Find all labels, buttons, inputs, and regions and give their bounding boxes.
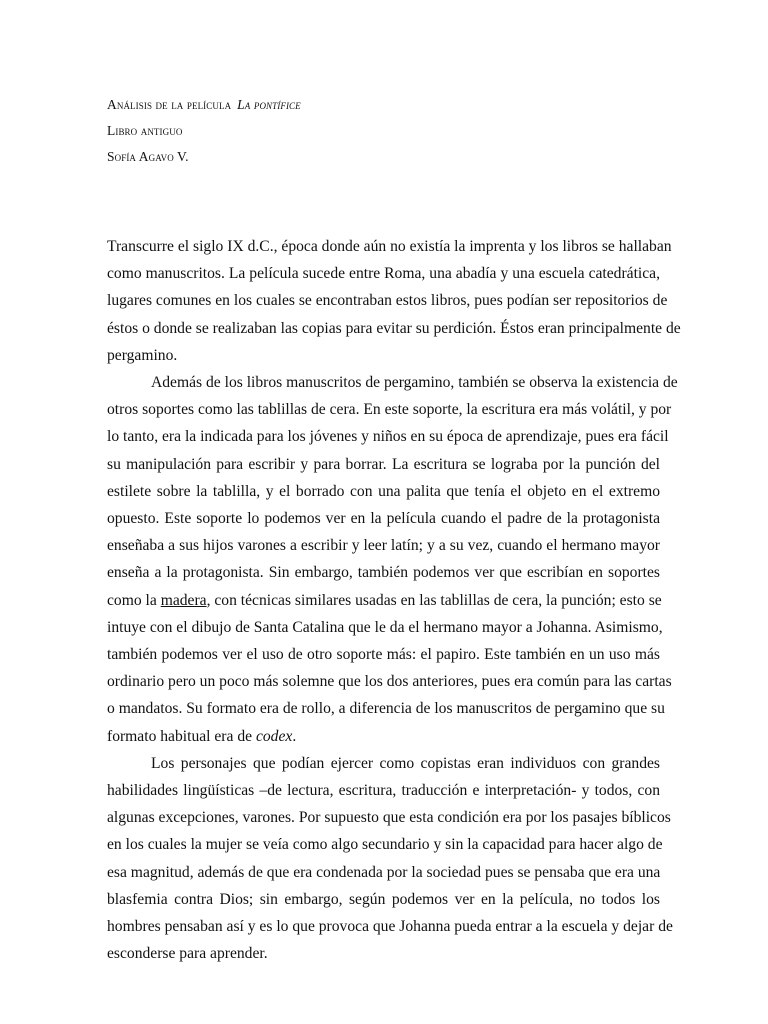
paragraph-2 — [107, 369, 678, 750]
paragraph-line: esconderse para aprender. — [107, 945, 268, 963]
line-text: formato habitual era de — [107, 727, 256, 745]
paragraph-line: éstos o donde se realizaban las copias para evitar su perdición. Éstos eran principalmente de — [107, 319, 681, 337]
paragraph-line: estilete sobre la tablilla, y el borrado con una palita que tenía el objeto en el extremo — [107, 482, 660, 500]
paragraph-line: también podemos ver el uso de otro soporte más: el papiro. Este también en un uso más — [107, 646, 660, 664]
paragraph-line: opuesto. Este soporte lo podemos ver en la película cuando el padre de la protagonista — [107, 510, 660, 528]
paragraph-line: su manipulación para escribir y para borrar. La escritura se lograba por la punción del — [107, 455, 660, 473]
paragraph-line: o mandatos. Su formato era de rollo, a diferencia de los manuscritos de pergamino que su — [107, 700, 665, 718]
paragraph-line: enseñaba a sus hijos varones a escribir y leer latín; y a su vez, cuando el hermano mayor — [107, 537, 660, 555]
underlined-word: madera — [160, 591, 207, 609]
paragraph-line: algunas excepciones, varones. Por supuesto que esta condición era por los pasajes bíblicos — [107, 809, 671, 827]
italic-word: codex — [255, 727, 293, 745]
paragraph-line: lugares comunes en los cuales se encontraban estos libros, pues podían ser repositorios de — [107, 292, 668, 310]
line-text: , con técnicas similares usadas en las tablillas de cera, la punción; esto se — [206, 591, 662, 609]
paragraph-line: Además de los libros manuscritos de pergamino, también se observa la existencia de — [151, 374, 678, 392]
header-film-title: La pontífice — [237, 97, 301, 112]
paragraph-line: hombres pensaban así y es lo que provoca que Johanna pueda entrar a la escuela y dejar de — [107, 918, 673, 936]
line-text: . — [292, 727, 297, 745]
paragraph-line: otros soportes como las tablillas de cera. En este soporte, la escritura era más volátil, y por — [107, 401, 672, 419]
paragraph-line: lo tanto, era la indicada para los jóvenes y niños en su época de aprendizaje, pues era fácil — [107, 428, 669, 446]
header-subject-line: Libro antiguo — [107, 123, 183, 138]
header-title-prefix: Análisis de la película — [107, 97, 232, 112]
paragraph-1 — [107, 233, 681, 369]
document-header — [107, 92, 667, 170]
header-title-line — [107, 92, 667, 118]
paragraph-line: pergamino. — [107, 346, 178, 364]
paragraph-line: como manuscritos. La película sucede entre Roma, una abadía y una escuela catedrática, — [107, 265, 660, 283]
paragraph-line: Transcurre el siglo IX d.C., época donde aún no existía la imprenta y los libros se hallaban — [107, 238, 672, 255]
paragraph-line-with-underline — [107, 587, 660, 614]
paragraph-line: esa magnitud, además de que era condenada por la sociedad pues se pensaba que era una — [107, 863, 661, 881]
header-author-line: Sofía Agavo V. — [107, 149, 189, 164]
document-body — [107, 233, 681, 967]
paragraph-line: habilidades lingüísticas –de lectura, escritura, traducción e interpretación- y todos, con — [107, 782, 660, 800]
paragraph-line-with-italic — [107, 723, 660, 750]
paragraph-line: en los cuales la mujer se veía como algo secundario y sin la capacidad para hacer algo de — [107, 836, 663, 854]
paragraph-3 — [107, 750, 673, 968]
paragraph-line: blasfemia contra Dios; sin embargo, según podemos ver en la película, no todos los — [107, 890, 660, 908]
line-text: como la — [107, 591, 161, 609]
paragraph-line: Los personajes que podían ejercer como copistas eran individuos con grandes — [151, 754, 660, 772]
paragraph-line: ordinario pero un poco más solemne que los dos anteriores, pues era común para las cartas — [107, 673, 672, 691]
paragraph-line: enseña a la protagonista. Sin embargo, también podemos ver que escribían en soportes — [107, 564, 660, 582]
paragraph-line: intuye con el dibujo de Santa Catalina que le da el hermano mayor a Johanna. Asimismo, — [107, 618, 663, 636]
